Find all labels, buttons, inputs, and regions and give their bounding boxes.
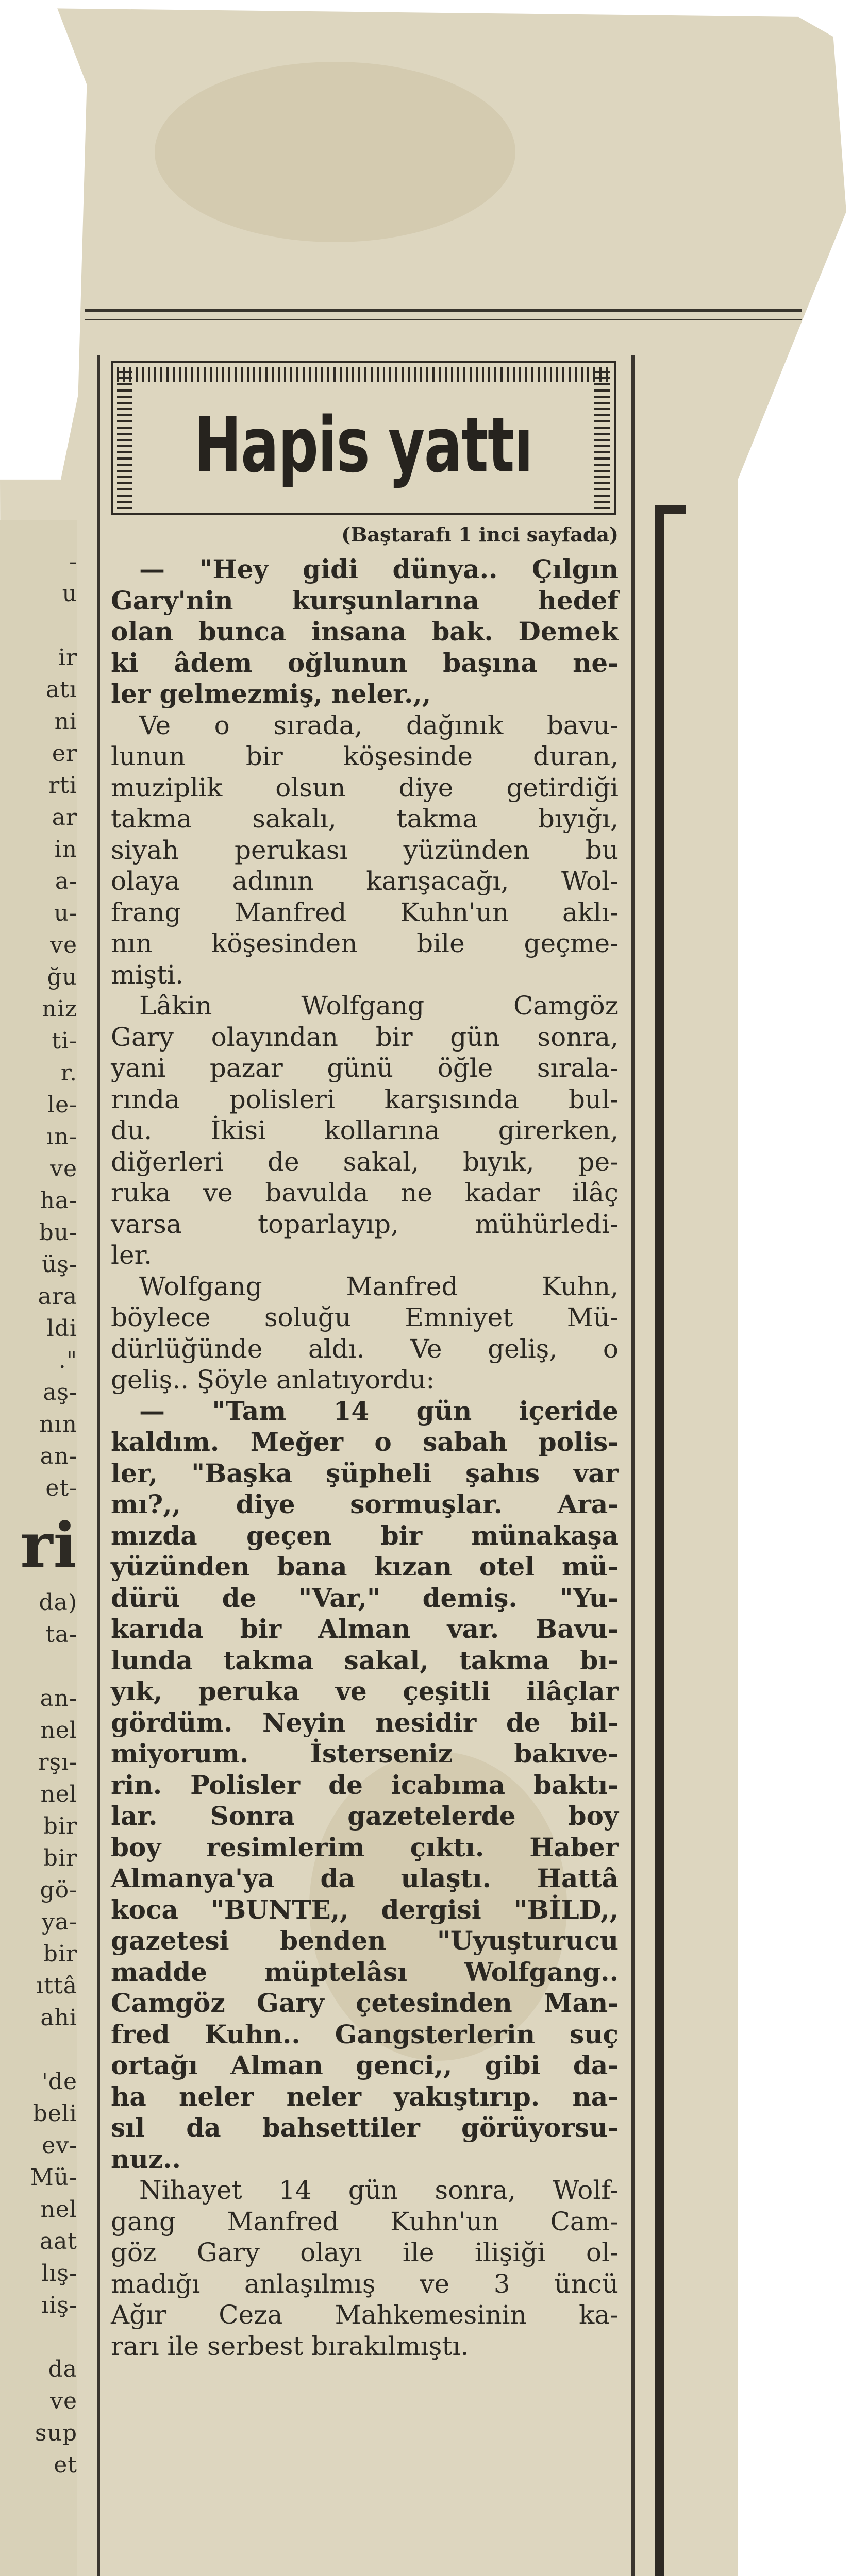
article-line: Wolfgang Manfred Kuhn,	[139, 1271, 619, 1301]
article-line: lar. Sonra gazetelerde boy	[111, 1801, 619, 1831]
article-line: lunda takma sakal, takma bı-	[111, 1645, 619, 1675]
article-line: ler gelmezmiş, neler.,,	[111, 679, 431, 709]
article-line: yüzünden bana kızan otel mü-	[111, 1551, 619, 1582]
article-line: siyah perukası yüzünden bu	[111, 835, 619, 865]
article-headline: Hapis yattı	[194, 401, 533, 489]
adjacent-column-fragment: ev-	[42, 2132, 77, 2159]
adjacent-column-fragment: ve	[50, 932, 77, 958]
adjacent-column-fragment: -	[69, 549, 77, 575]
article-line: rarı ile serbest bırakılmıştı.	[111, 2331, 469, 2361]
article-line: ler.	[111, 1240, 152, 1270]
adjacent-column-fragment: 'de	[41, 2069, 77, 2095]
article-line: Camgöz Gary çetesinden Man-	[111, 1988, 619, 2018]
article-line: olan bunca insana bak. Demek	[111, 616, 619, 647]
adjacent-column-fragment: ın-	[46, 1124, 77, 1150]
article-line: mı?,, diye sormuşlar. Ara-	[111, 1489, 619, 1519]
adjacent-column-fragment: nel	[40, 1717, 77, 1743]
continued-from-note: (Baştarafı 1 inci sayfada)	[341, 523, 619, 546]
adjacent-column-fragment: ıiş-	[41, 2292, 77, 2318]
article-line: miyorum. İsterseniz bakıve-	[111, 1738, 619, 1769]
article-line: gördüm. Neyin nesidir de bil-	[111, 1707, 619, 1738]
article-line: rin. Polisler de icabıma baktı-	[111, 1769, 619, 1800]
adjacent-column-fragment: et-	[45, 1475, 77, 1501]
adjacent-column-fragment	[5, 2321, 77, 2353]
adjacent-column-fragment	[5, 2034, 77, 2066]
adjacent-column-fragment: ri	[20, 1509, 77, 1582]
adjacent-column-fragment: bir	[43, 1813, 77, 1839]
adjacent-column-fragment: et	[54, 2452, 77, 2478]
adjacent-column-fragment: ta-	[45, 1621, 77, 1648]
adjacent-column-fragment: ldi	[46, 1315, 77, 1342]
column-rule-left	[97, 355, 100, 2576]
article-line: gang Manfred Kuhn'un Cam-	[111, 2206, 619, 2236]
article-line: mişti.	[111, 959, 184, 990]
adjacent-column-fragment: rti	[48, 772, 77, 799]
article-line: Ağır Ceza Mahkemesinin ka-	[111, 2300, 619, 2330]
article-line: muziplik olsun diye getirdiği	[111, 772, 619, 803]
headline-frame	[111, 361, 616, 515]
article-line: nuz..	[111, 2143, 181, 2174]
adjacent-column-fragment: da)	[39, 1589, 77, 1616]
article-line: yani pazar günü öğle sırala-	[111, 1053, 619, 1083]
article-body	[111, 554, 619, 2362]
article-line: ler, "Başka şüpheli şahıs var	[111, 1458, 619, 1488]
adjacent-column-fragment: ir	[58, 645, 77, 671]
article-line: — "Hey gidi dünya.. Çılgın	[139, 554, 619, 584]
adjacent-column-fragment: an-	[40, 1685, 77, 1711]
adjacent-column-fragment: bir	[43, 1941, 77, 1967]
article-line: boy resimlerim çıktı. Haber	[111, 1832, 619, 1862]
article-line: yık, peruka ve çeşitli ilâçlar	[111, 1676, 619, 1706]
article-line: nın köşesinden bile geçme-	[111, 928, 619, 958]
adjacent-column-fragment: aat	[39, 2228, 77, 2255]
article-line: du. İkisi kollarına girerken,	[111, 1115, 619, 1145]
adjacent-column-fragment: bu-	[39, 1219, 77, 1246]
adjacent-column-fragment: da	[48, 2356, 77, 2382]
article-line: rında polisleri karşısında bul-	[111, 1084, 619, 1114]
article-line: Gary'nin kurşunlarına hedef	[111, 585, 619, 616]
article-line: ha neler neler yakıştırıp. na-	[111, 2081, 619, 2112]
adjacent-column-fragment: r.	[60, 1060, 77, 1086]
article-line: mızda geçen bir münakaşa	[111, 1520, 619, 1551]
adjacent-column-fragment: atı	[46, 676, 77, 703]
article-line: koca "BUNTE,, dergisi "BİLD,,	[111, 1894, 619, 1925]
adjacent-column-fragment: nel	[40, 2196, 77, 2223]
adjacent-column-fragment: le-	[47, 1092, 77, 1118]
adjacent-column-fragment: nın	[39, 1411, 77, 1437]
adjacent-column-fragment: ve	[50, 1156, 77, 1182]
adjacent-column-fragment: er	[52, 740, 77, 767]
adjacent-column-fragment: bir	[43, 1845, 77, 1871]
adjacent-column-fragment: ha-	[40, 1188, 77, 1214]
hatched-border-ornament	[594, 367, 610, 509]
article-line: — "Tam 14 gün içeride	[139, 1395, 619, 1426]
article-line: dürlüğünde aldı. Ve geliş, o	[111, 1333, 619, 1364]
adjacent-column-fragment	[5, 1651, 77, 1683]
paper-stain	[155, 62, 515, 242]
article-line: diğerleri de sakal, bıyık, pe-	[111, 1146, 619, 1177]
adjacent-column-fragment: ya-	[42, 1909, 77, 1935]
article-line: Nihayet 14 gün sonra, Wolf-	[139, 2175, 619, 2205]
adjacent-column-fragment: ğu	[47, 964, 77, 990]
adjacent-column-fragment: ıttâ	[36, 1973, 77, 1999]
article-line: Gary olayından bir gün sonra,	[111, 1022, 619, 1052]
adjacent-column-fragment: ahi	[40, 2005, 77, 2031]
adjacent-column-fragment: nel	[40, 1781, 77, 1807]
adjacent-column-fragment: lış-	[41, 2260, 77, 2286]
article-line: kaldım. Meğer o sabah polis-	[111, 1427, 619, 1457]
adjacent-column-text	[5, 546, 77, 2481]
article-line: gazetesi benden "Uyuşturucu	[111, 1925, 619, 1956]
article-line: sıl da bahsettiler görüyorsu-	[111, 2112, 619, 2143]
article-line: geliş.. Şöyle anlatıyordu:	[111, 1365, 435, 1395]
adjacent-column-fragment: üş-	[42, 1251, 77, 1278]
adjacent-column-fragment: niz	[42, 996, 77, 1022]
adjacent-column-fragment: beli	[32, 2100, 77, 2127]
column-rule-right	[631, 355, 635, 2576]
article-line: varsa toparlayıp, mühürledi-	[111, 1209, 619, 1239]
article-line: göz Gary olayı ile ilişiği ol-	[111, 2238, 619, 2267]
article-line: dürü de "Var," demiş. "Yu-	[111, 1582, 619, 1613]
article-line: ortağı Alman genci,, gibi da-	[111, 2050, 619, 2080]
adjacent-article-frame	[655, 505, 686, 2576]
top-rule	[85, 309, 802, 312]
adjacent-column-fragment: rşı-	[38, 1749, 77, 1775]
article-line: karıda bir Alman var. Bavu-	[111, 1614, 619, 1644]
article-line: madığı anlaşılmış ve 3 üncü	[111, 2268, 619, 2299]
hatched-border-ornament	[117, 367, 132, 509]
article-line: ruka ve bavulda ne kadar ilâç	[111, 1178, 619, 1208]
adjacent-column-fragment: Mü-	[30, 2164, 77, 2191]
article-line: ki âdem oğlunun başına ne-	[111, 647, 619, 678]
adjacent-column-fragment: in	[54, 836, 77, 862]
article-line: takma sakalı, takma bıyığı,	[111, 804, 619, 834]
adjacent-column-fragment: ara	[38, 1283, 77, 1310]
hatched-border-ornament	[117, 367, 610, 382]
adjacent-column-fragment	[5, 610, 77, 642]
adjacent-column-fragment: ar	[52, 804, 77, 831]
article-line: Lâkin Wolfgang Camgöz	[139, 991, 619, 1021]
adjacent-column-fragment: gö-	[40, 1877, 77, 1903]
adjacent-column-fragment: ni	[54, 708, 77, 735]
adjacent-column-fragment: aş-	[43, 1379, 77, 1405]
adjacent-column-fragment: ti-	[52, 1028, 77, 1054]
article-line: Ve o sırada, dağınık bavu-	[139, 710, 619, 740]
article-line: Almanya'ya da ulaştı. Hattâ	[111, 1863, 619, 1893]
article-line: lunun bir köşesinde duran,	[111, 741, 619, 771]
article-line: böylece soluğu Emniyet Mü-	[111, 1302, 619, 1332]
adjacent-column-fragment: ve	[50, 2388, 77, 2414]
article-line: madde müptelâsı Wolfgang..	[111, 1956, 619, 1987]
article-line: olaya adının karışacağı, Wol-	[111, 866, 619, 896]
adjacent-column-fragment: u	[62, 581, 77, 607]
adjacent-column-fragment: u-	[54, 900, 77, 926]
article-line: frang Manfred Kuhn'un aklı-	[111, 897, 619, 927]
adjacent-column-fragment: a-	[55, 868, 77, 894]
adjacent-column-fragment: ."	[58, 1347, 77, 1374]
adjacent-column-fragment: sup	[35, 2420, 77, 2446]
top-rule-thin	[85, 319, 802, 320]
adjacent-column-fragment: an-	[40, 1443, 77, 1469]
article-line: fred Kuhn.. Gangsterlerin suç	[111, 2019, 619, 2049]
